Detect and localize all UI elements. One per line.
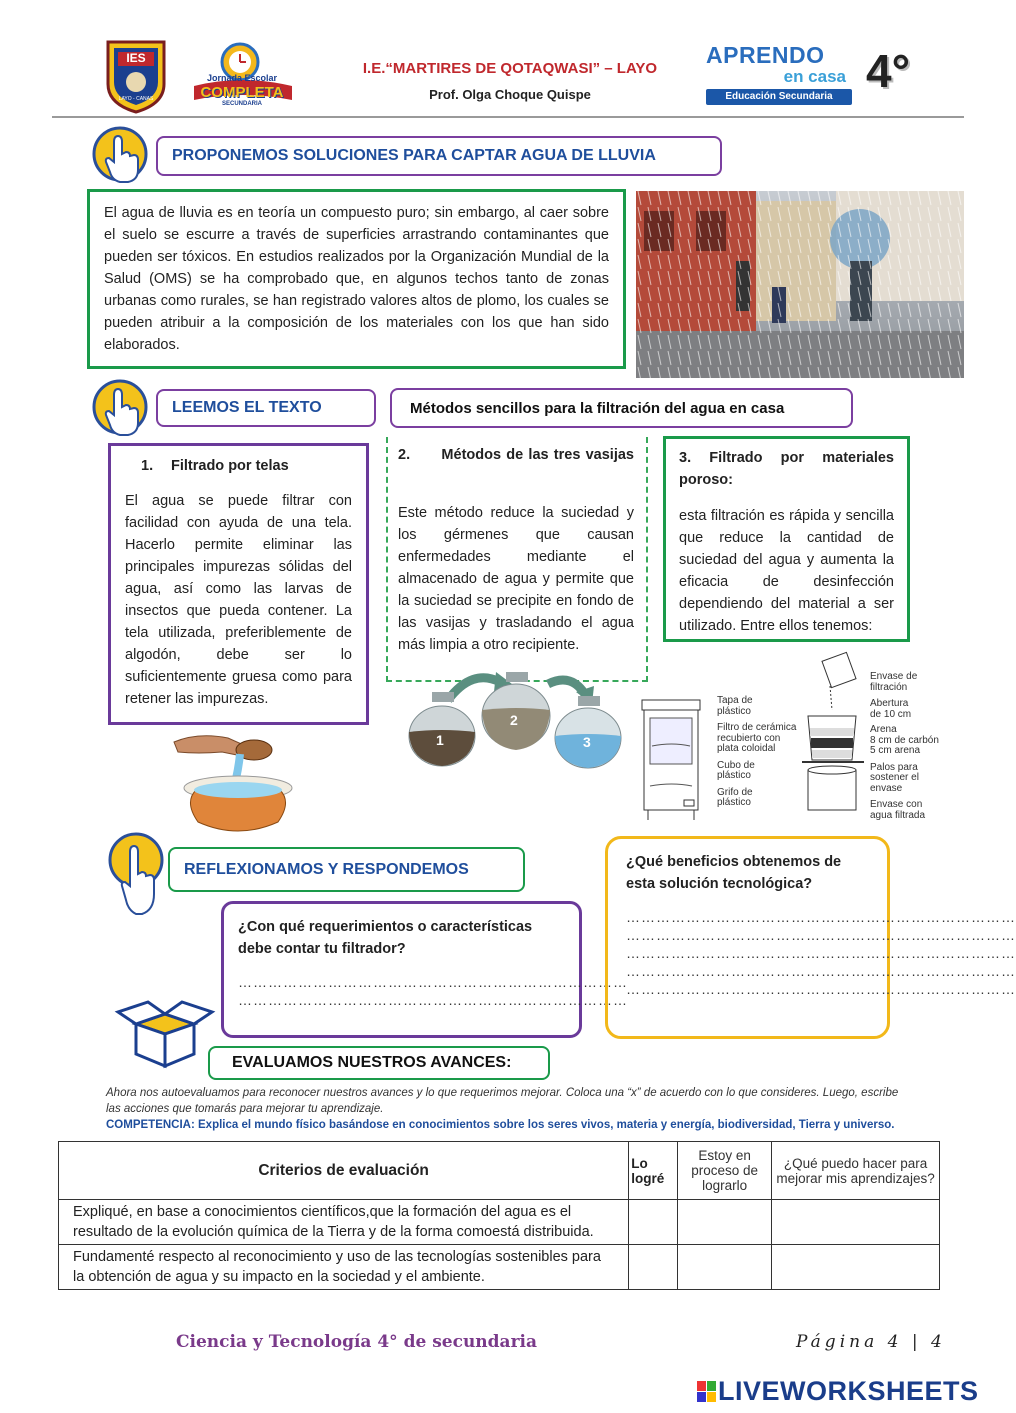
- cell-2-proceso[interactable]: [678, 1245, 772, 1290]
- method-3-text: esta filtración es rápida y sencilla que reduce la cantidad de suciedad del agua y aumenta la eficacia de desinfección dependiendo del material a ser utilizado. Entre ellos tenemos:: [679, 508, 894, 634]
- answer-line-2d[interactable]: ……………………………………………………………………: [626, 963, 1016, 979]
- cloth-filter-illustration: [168, 724, 308, 836]
- method-2-title-note: [398, 466, 634, 502]
- evaluation-instructions: Ahora nos autoevaluamos para reconocer nuestros avances y lo que requerimos mejorar. Coloca una “x” de acuerdo con lo que consideres. Luego, escribe las acciones que tomarás para mejorar tu aprendizaje.: [106, 1087, 899, 1115]
- label-envase: Envase de filtración: [870, 671, 918, 693]
- question-1-text: ¿Con qué requerimientos o características debe contar tu filtrador?: [238, 919, 533, 957]
- header-en-proceso: Estoy en proceso de lograrlo: [678, 1142, 772, 1200]
- pointing-hand-icon: [92, 124, 150, 186]
- cell-2-mejorar[interactable]: [772, 1245, 940, 1290]
- method-1-heading: [125, 456, 352, 476]
- answer-line-2b[interactable]: ……………………………………………………………………: [626, 927, 1016, 943]
- cell-1-logre[interactable]: [629, 1200, 678, 1245]
- method-2-title: 2. Métodos de las tres vasijas: [398, 447, 634, 463]
- answer-line-1a[interactable]: ……………………………………………………………………: [238, 974, 628, 990]
- cell-1-mejorar[interactable]: [772, 1200, 940, 1245]
- label-grifo: Grifo de plástico: [717, 786, 753, 808]
- label-filtro: Filtro de cerámica recubierto con plata coloidal: [717, 722, 797, 754]
- question-2-text: ¿Qué beneficios obtenemos de esta solución tecnológica?: [626, 854, 842, 892]
- methods-subtitle: Métodos sencillos para la filtración del agua en casa: [390, 388, 853, 428]
- answer-line-2c[interactable]: ……………………………………………………………………: [626, 945, 1016, 961]
- method-1-number: 1.: [141, 458, 154, 474]
- jec-logo-line2: COMPLETA: [200, 84, 284, 101]
- section-title-read: LEEMOS EL TEXTO: [156, 389, 376, 427]
- footer-subject: Ciencia y Tecnología 4° de secundaria: [176, 1332, 538, 1352]
- school-name: I.E.“MARTIRES DE QOTAQWASI” – LAYO: [362, 60, 658, 77]
- intro-paragraph: El agua de lluvia es en teoría un compuesto puro; sin embargo, al caer sobre el suelo se escurre a través de superficies arrastrando contaminantes que pueden ser tóxicos. En estudios realizados por la Organización Mundial de la Salud (OMS) se ha comprobado que, en algunos techos tanto de zonas urbanas como rurales, se han registrado valores altos de plomo, los cuales se pueden atribuir a la composición de los materiales con los que han sido elaborados.: [104, 205, 609, 353]
- section-title-solutions: PROPONEMOS SOLUCIONES PARA CAPTAR AGUA DE LLUVIA: [156, 136, 722, 176]
- label-abertura: Abertura de 10 cm: [870, 698, 912, 720]
- school-shield-logo: [104, 38, 168, 114]
- liveworksheets-brand: LIVEWORKSHEETS: [718, 1376, 979, 1406]
- competencia-text: COMPETENCIA: Explica el mundo físico basándose en conocimientos sobre los seres vivos, materia y energía, biodiversidad, Tierra y universo.: [106, 1119, 895, 1131]
- question-2-box: [605, 836, 1016, 1039]
- method-2-content: [398, 444, 634, 656]
- cell-1-proceso[interactable]: [678, 1200, 772, 1245]
- header-criterios: Criterios de evaluación: [59, 1142, 629, 1200]
- teacher-name: Prof. Olga Choque Quispe: [429, 87, 591, 102]
- vessel-1-label: 1: [436, 732, 444, 748]
- label-arena-5: 5 cm arena: [870, 745, 921, 756]
- open-box-icon: [114, 996, 216, 1070]
- method-1-title: Filtrado por telas: [171, 458, 289, 474]
- answer-line-2e[interactable]: ……………………………………………………………………: [626, 981, 1016, 997]
- grade-label: 4°: [866, 45, 910, 97]
- label-palos: Palos para sostener el envase: [870, 761, 919, 794]
- method-3-box: [663, 436, 910, 642]
- evaluation-table: [58, 1141, 940, 1290]
- question-1-box: [221, 901, 628, 1038]
- footer-page-number: Página 4 | 4: [796, 1332, 946, 1352]
- pointing-hand-icon: [108, 830, 166, 892]
- vessel-3-label: 3: [583, 734, 591, 750]
- liveworksheets-logo-icon: [697, 1381, 717, 1403]
- method-1-text: El agua se puede filtrar con facilidad con ayuda de una tela. Hacerlo permite eliminar las principales impurezas sólidas del agua, así como las larvas de insectos que pueda contener. La tela utilizada, preferiblemente de algodón, debe ser lo suficientemente gruesa como para retener las impurezas.: [125, 493, 352, 707]
- intro-text-box: [87, 189, 626, 369]
- criterion-2: Fundamenté respecto al reconocimiento y uso de las tecnologías sostenibles para la obtención de agua y su impacto en la sociedad y el ambiente.: [59, 1245, 629, 1290]
- ceramic-filter-labels: [717, 696, 797, 809]
- method-2-text: Este método reduce la suciedad y los gérmenes que causan enfermedades mediante el almacenado de agua y permite que la suciedad se precipite en fondo de las vasijas y trasladando el agua más limpia a otro recipiente.: [398, 505, 634, 653]
- jec-logo-line3: SECUNDARIA: [221, 101, 262, 107]
- school-logo-caption: LAYO - CANAS: [118, 96, 154, 102]
- aprendo-logo-line1: APRENDO: [706, 42, 825, 68]
- method-1-box: [108, 443, 369, 725]
- ceramic-filter-illustration: [638, 696, 718, 822]
- header-lo-logre: Lo logré: [629, 1142, 678, 1200]
- section-title-evaluate: EVALUAMOS NUESTROS AVANCES:: [208, 1046, 550, 1080]
- criterion-1: Expliqué, en base a conocimientos científicos,que la formación del agua es el resultado de la evolución química de la Tierra y de la forma comoestá distribuida.: [59, 1200, 629, 1245]
- label-carbon: 8 cm de carbón: [870, 734, 939, 746]
- aprendo-logo-line3: Educación Secundaria: [706, 89, 852, 105]
- label-tapa: Tapa de plástico: [717, 695, 753, 717]
- sand-filter-illustration: [798, 650, 872, 822]
- header-divider: [52, 116, 964, 118]
- answer-line-2a[interactable]: ……………………………………………………………………: [626, 909, 1016, 925]
- label-arena: Arena: [870, 724, 897, 735]
- section-title-reflect: REFLEXIONAMOS Y RESPONDEMOS: [168, 847, 525, 892]
- cell-2-logre[interactable]: [629, 1245, 678, 1290]
- jec-logo-line1: Jornada Escolar: [206, 73, 278, 83]
- pointing-hand-icon: [92, 377, 150, 439]
- sand-filter-labels: [870, 672, 950, 821]
- label-envase-filtrada: Envase con agua filtrada: [870, 799, 926, 821]
- rain-photo: [636, 191, 964, 378]
- method-3-title: 3. Filtrado por materiales poroso:: [679, 450, 894, 488]
- header-mejorar: ¿Qué puedo hacer para mejorar mis aprendizajes?: [772, 1142, 940, 1200]
- answer-line-1b[interactable]: ……………………………………………………………………: [238, 992, 628, 1008]
- label-cubo: Cubo de plástico: [717, 759, 755, 781]
- vessel-2-label: 2: [510, 712, 518, 728]
- school-logo-letters: IES: [126, 51, 146, 65]
- aprendo-logo-line2: en casa: [783, 67, 846, 86]
- aprendo-en-casa-logo: [706, 42, 852, 108]
